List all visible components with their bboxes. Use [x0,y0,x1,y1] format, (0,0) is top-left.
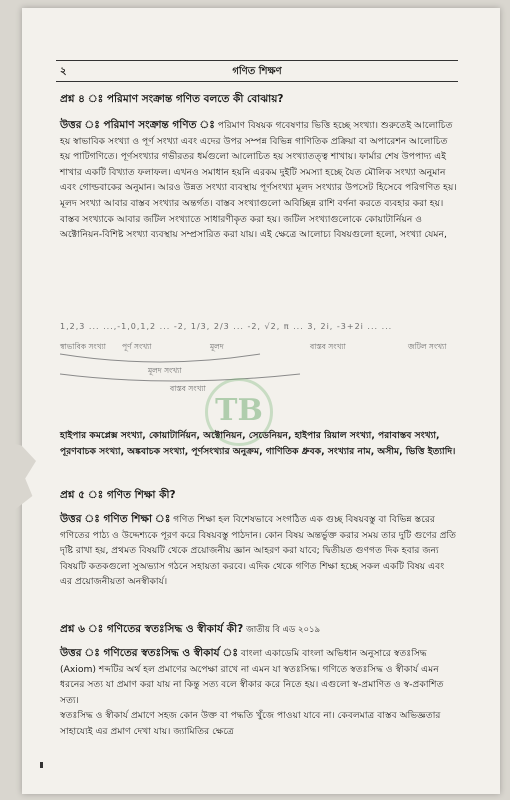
label-real: বাস্তব সংখ্যা [310,342,346,351]
answer-4 [60,118,458,243]
answer-4-tail-text: হাইপার কমপ্লেক্স সংখ্যা, কোয়াটার্নিয়ন, অক্টোনিয়ন, সেডেনিয়ন, হাইপার রিয়াল সংখ্যা, পরাবাস্তব সংখ্যা, পূরণবাচক সংখ্যা, অঙ্কবাচক সংখ্যা, পূর্ণসংখ্যার অনুক্রম, গাণিতিক ধ্রুবক, সংখ্যার নাম, অসীম, ভিত্তি ইত্যাদি। [60,430,456,457]
question-6-note: জাতীয় বি এড ২০১৯ [246,625,321,635]
number-system-diagram [60,318,460,393]
question-6-title: প্রশ্ন ৬ ঃ গণিতের স্বতঃসিদ্ধ ও স্বীকার্য কী? [60,623,244,635]
answer-5 [60,512,458,590]
label-sub: মূলদ সংখ্যা [148,366,182,375]
question-4 [60,92,458,108]
watermark-logo: TB [205,378,273,446]
label-whole: পূর্ণ সংখ্যা [122,342,152,351]
brace-lines [60,318,460,388]
ink-mark [40,762,43,768]
question-6 [60,622,458,639]
answer-4-text: পরিমাণ বিষয়ক গবেষণার ভিত্তি হচ্ছে সংখ্যা। শুরুতেই আলোচিত হয় স্বাভাবিক সংখ্যা ও পূর্ণ সংখ্যা এবং এদের উপর সম্পন্ন বিভিন্ন গাণিতিক প্রক্রিয়া বা অপারেশন আলোচিত হয় পাটিগণিতে। পূর্ণসংখ্যার গভীরতর ধর্মগুলো আলোচিত হয় সংখ্যাতত্ত্ব শাখায়। ফার্মার শেষ উপপাদ্য এই শাখার একটি বিখ্যাত ফলাফল। এখনও সমাধান হয়নি এরকম দুইটি সমস্যা হচ্ছে যৈত মৌলিক সংখ্যা অনুমান এবং গোল্ডবাকের অনুমান। আরও উন্নত সংখ্যা ব্যবস্থায় পূর্ণসংখ্যা মূলদ সংখ্যার উপসেট হিসেবে পরিগণিত হয়। মূলদ সংখ্যা আবার বাস্তব সংখ্যার অন্তর্গত। বাস্তব সংখ্যাগুলো অবিচ্ছিন্ন রাশি বর্ণনা করতে ব্যবহার করা হয়। বাস্তব সংখ্যাকে আবার জটিল সংখ্যাতে সাধারণীকৃত করা হয়। জটিল সংখ্যাগুলোকে কোয়াটার্নিয়ন ও অক্টোনিয়ন-বিশিষ্ট সংখ্যা ব্যবস্থায় সম্প্রসারিত করা যায়। এই ক্ষেত্রে আলোচ্য বিষয়গুলো হলো, সংখ্যা যেমন, [60,120,457,241]
label-rational: মূলদ [210,342,224,351]
answer-5-text: গণিত শিক্ষা হল বিশেষভাবে সংগঠিত এক গুচ্ছ বিষয়বস্তু বা বিভিন্ন স্তরের গণিতের পাঠ্য ও উদ্দেশ্যকে পূরণ করে বিষয়বস্তু পাঠদান। কোন বিষয় অন্তর্ভুক্ত করার সময় তার দুটি গুণের প্রতি দৃষ্টি রাখা হয়, প্রথমত বিষয়টি থেকে প্রয়োজনীয় জ্ঞান আহরণ করা যাবে; দ্বিতীয়ত গুণগত দিক হবার জন্য বিষয়টি কতকগুলো সুঅভ্যাস গঠনে সহায়তা করবে। এদিক থেকে গণিত শিক্ষা হচ্ছে সকল একটি বিষয় এবং এর প্রয়োজনীয়তা অনস্বীকার্য। [60,514,456,588]
answer-5-label: উত্তর ঃ গণিত শিক্ষা ঃ [60,513,171,525]
page-header [56,60,458,82]
number-examples: 1,2,3 ... ...,-1,0,1,2 ... -2, 1/3, 2/3 ... -2, √2, π ... 3, 2i, -3+2i ... ... [60,322,393,331]
answer-4-label: উত্তর ঃ পরিমাণ সংক্রান্ত গণিত ঃ [60,119,215,131]
running-title: গণিত শিক্ষণ [232,66,282,77]
label-complex: জটিল সংখ্যা [408,342,447,351]
label-natural: স্বাভাবিক সংখ্যা [60,342,106,351]
answer-6-label: উত্তর ঃ গণিতের স্বতঃসিদ্ধ ও স্বীকার্য ঃ [60,647,238,659]
question-5 [60,488,458,504]
question-4-title: প্রশ্ন ৪ ঃ পরিমাণ সংক্রান্ত গণিত বলতে কী বোঝায়? [60,93,284,105]
answer-4-continued [60,428,458,459]
page-number: ২ [60,66,67,77]
question-5-title: প্রশ্ন ৫ ঃ গণিত শিক্ষা কী? [60,489,176,501]
answer-6-para2: স্বতঃসিদ্ধ ও স্বীকার্য প্রমাণে সহজ কোন উক্ত বা পদ্ধতি খুঁজে পাওয়া যাবে না। কেবলমাত্র বাস্তব অভিজ্ঞতার সাহায্যেই এর প্রমাণ দেখা যায়। জ্যামিতির ক্ষেত্রে [60,710,441,737]
answer-6 [60,646,458,740]
answer-6-text: বাংলা একাডেমি বাংলা অভিধান অনুসারে স্বতঃসিদ্ধ (Axiom) শব্দটির অর্থ হল প্রমাণের অপেক্ষা রাখে না এমন যা স্বতঃসিদ্ধ। গণিতে স্বতঃসিদ্ধ ও স্বীকার্য এমন ধরনের সত্য যা প্রমাণ করা যায় না কিন্তু সত্য বলে স্বীকার করে নিতে হয়। এগুলো স্ব-প্রমাণিত ও স্ব-প্রকাশিত সত্য। [60,648,444,706]
label-sub2: বাস্তব সংখ্যা [170,384,206,393]
